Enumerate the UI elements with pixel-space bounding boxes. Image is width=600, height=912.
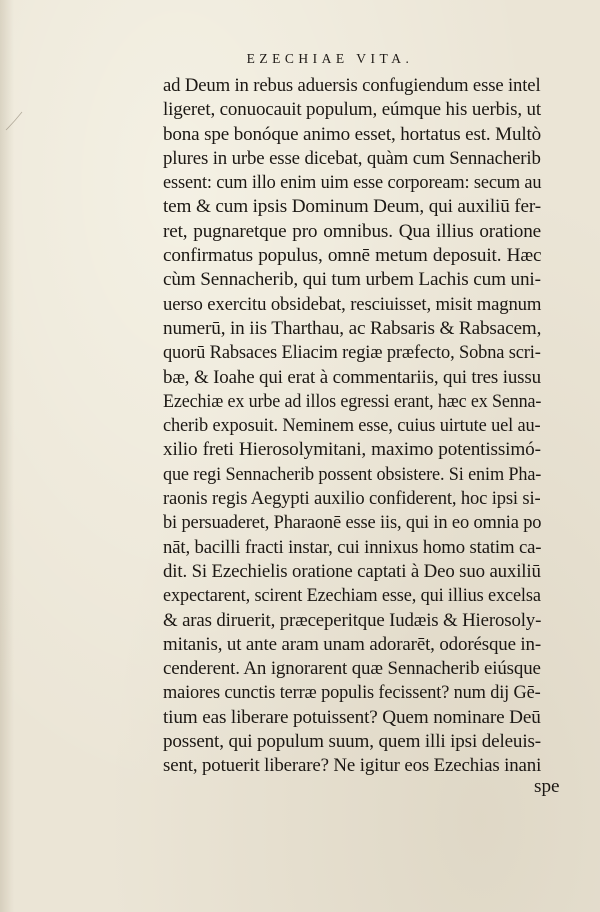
text-line: essent: cum illo enim uim esse corpoream: secum au — [163, 172, 542, 194]
text-line: bi persuaderet, Pharaonē esse iis, qui in eo omnia po — [163, 512, 542, 534]
text-line: plures in urbe esse dicebat, quàm cum Sennacherib — [163, 147, 541, 169]
text-line: maiores cunctis terræ populis fecissent? num dij Gē- — [163, 682, 541, 704]
text-line: sent, potuerit liberare? Ne igitur eos Ezechias inani — [163, 755, 542, 777]
text-line: cùm Sennacherib, qui tum urbem Lachis cum uni- — [163, 269, 541, 291]
text-line: bæ, & Ioahe qui erat à commentariis, qui tres iussu — [163, 366, 541, 388]
text-line: tium eas liberare potuissent? Quem nominare Deū — [163, 706, 541, 728]
margin-pen-stroke — [4, 100, 24, 140]
text-line: Ezechiæ ex urbe ad illos egressi erant, hæc ex Senna- — [163, 390, 542, 412]
text-line: dit. Si Ezechielis oratione captati à Deo suo auxiliū — [163, 560, 541, 582]
text-line: xilio freti Hierosolymitani, maximo potentissimó- — [163, 439, 541, 461]
text-line: quorū Rabsaces Eliacim regiæ præfecto, Sobna scri- — [163, 342, 541, 364]
text-line: ligeret, conuocauit populum, eúmque his uerbis, ut — [163, 99, 542, 121]
text-line: tem & cum ipsis Dominum Deum, qui auxiliū fer- — [163, 196, 542, 218]
text-line: & aras diruerit, præceperitque Iudæis & Hierosoly- — [163, 609, 542, 631]
running-head: EZECHIAE VITA. — [246, 51, 414, 66]
text-line: ret, pugnaretque pro omnibus. Qua illius oratione — [163, 220, 542, 242]
text-line: numerū, in iis Tharthau, ac Rabsaris & Rabsacem, — [163, 317, 542, 339]
text-line: raonis regis Aegypti auxilio confiderent, hoc ipsi si- — [163, 488, 541, 510]
body-text — [163, 74, 541, 779]
catchword: spe — [534, 776, 560, 797]
text-line: cenderent. An ignorarent quæ Sennacherib eiúsque — [163, 658, 541, 680]
text-line: bona spe bonóque animo esset, hortatus est. Multò — [163, 123, 542, 145]
text-line: mitanis, ut ante aram unam adorarēt, odorésque in- — [163, 633, 542, 655]
text-line: expectarent, scirent Ezechiam esse, qui illius excelsa — [163, 585, 541, 607]
text-line: confirmatus populus, omnē metum deposuit. Hæc — [163, 245, 542, 267]
text-line: que regi Sennacherib possent obsistere. Si enim Pha- — [163, 463, 542, 485]
text-line: ad Deum in rebus aduersis confugiendum esse intel — [163, 75, 541, 96]
text-line: nāt, bacilli fracti instar, cui innixus homo statim ca- — [163, 536, 542, 558]
text-line: possent, qui populum suum, quem illi ipsi deleuis- — [163, 731, 541, 753]
text-line: uerso exercitu obsidebat, resciuisset, misit magnum — [163, 293, 542, 315]
text-line: cherib exposuit. Neminem esse, cuius uirtute uel au- — [163, 415, 541, 437]
